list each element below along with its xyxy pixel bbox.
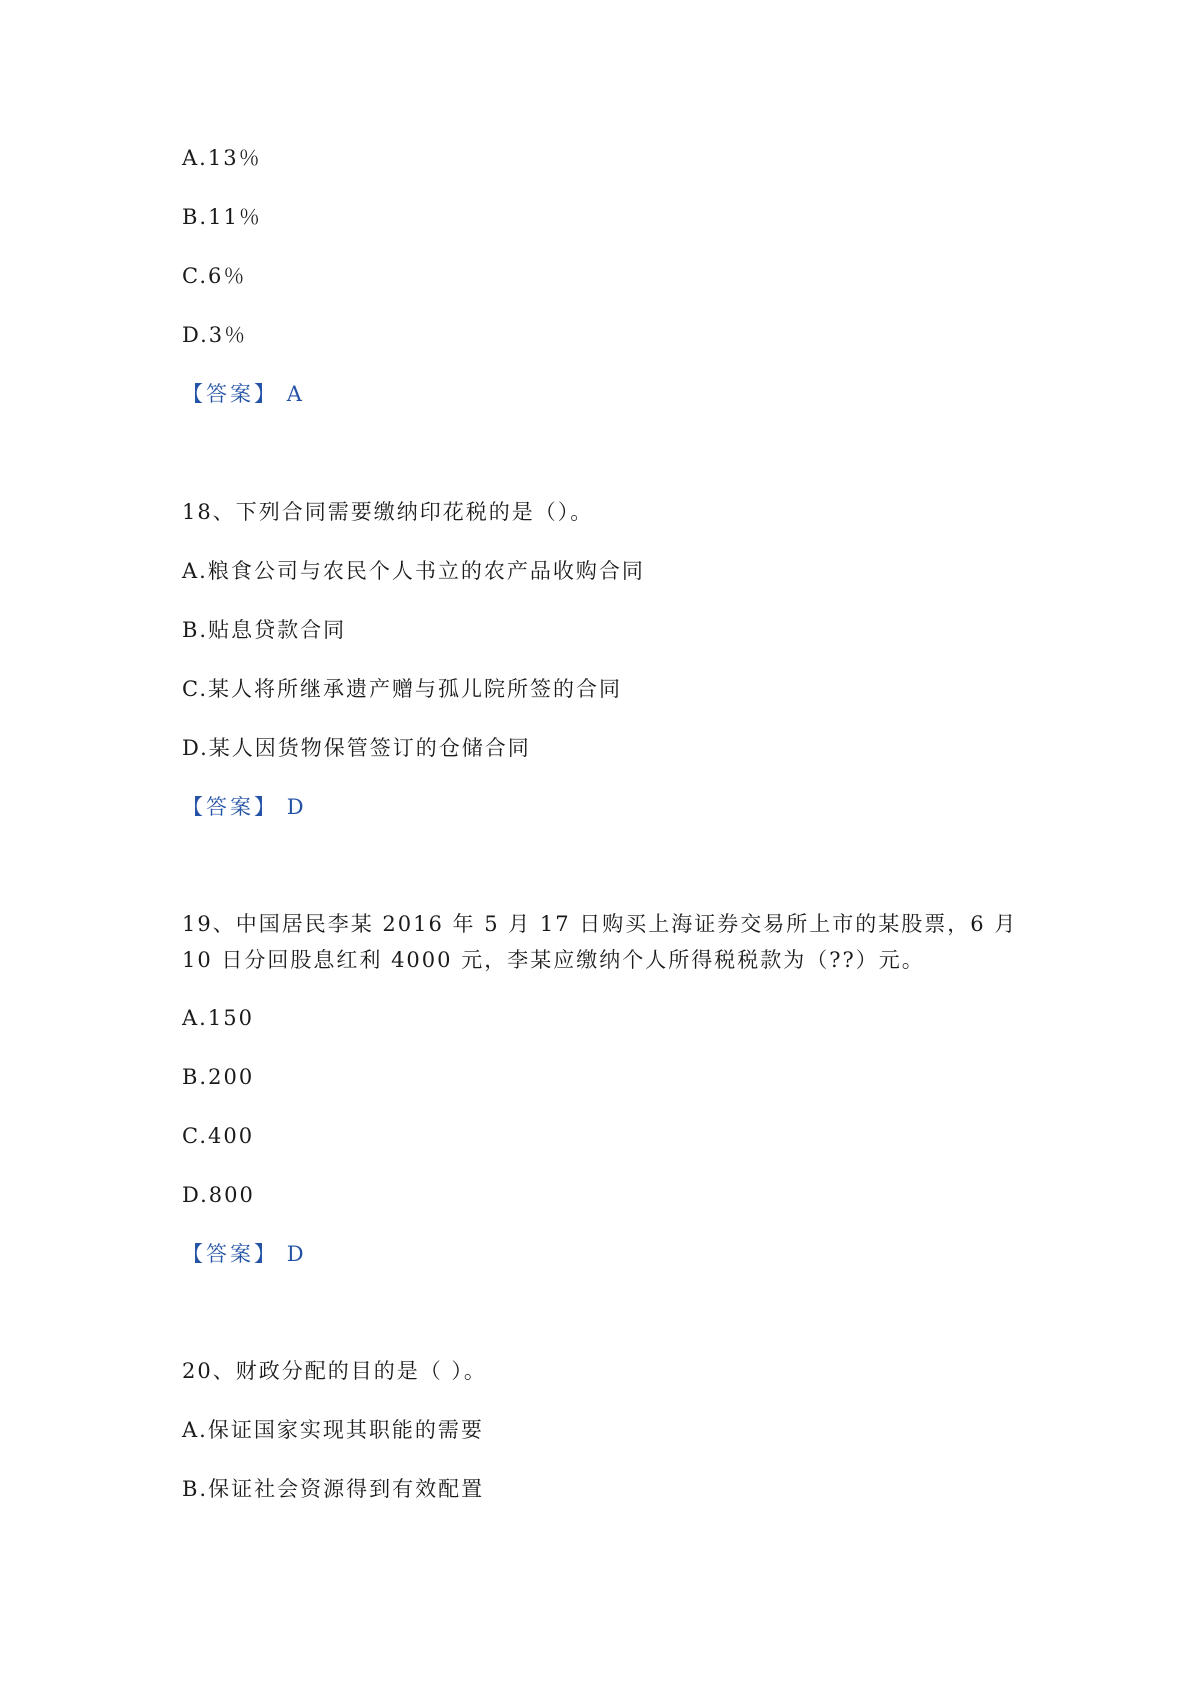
q18-answer [182,793,306,821]
q19-question-line2: 10 日分回股息红利 4000 元，李某应缴纳个人所得税税款为（??）元。 [182,948,925,972]
q19-question-line1: 19、中国居民李某 2016 年 5 月 17 日购买上海证券交易所上市的某股票，6 月 [182,912,1018,936]
q20-option-b: B.保证社会资源得到有效配置 [182,1477,485,1501]
q18-option-b: B.贴息贷款合同 [182,618,347,642]
q19-option-d: D.800 [182,1183,255,1207]
q17-answer [182,380,304,408]
q19-answer [182,1240,306,1268]
q17-option-c: C.6％ [182,264,247,288]
q19-option-b: B.200 [182,1065,255,1089]
q19-option-c: C.400 [182,1124,255,1148]
q17-option-d: D.3％ [182,323,248,347]
q18-answer-label: 【答案】 [182,795,278,819]
q18-option-a: A.粮食公司与农民个人书立的农产品收购合同 [182,559,645,583]
q18-option-c: C.某人将所继承遗产赠与孤儿院所签的合同 [182,677,622,701]
q17-option-b: B.11％ [182,205,262,229]
q18-option-d: D.某人因货物保管签订的仓储合同 [182,736,531,760]
q18-question: 18、下列合同需要缴纳印花税的是（）。 [182,500,594,524]
q17-answer-value: A [286,382,304,406]
q17-option-a: A.13％ [182,146,262,170]
q19-answer-label: 【答案】 [182,1242,278,1266]
q20-question: 20、财政分配的目的是（ ）。 [182,1359,487,1383]
q19-answer-value: D [286,1242,306,1266]
q19-option-a: A.150 [182,1006,254,1030]
q18-answer-value: D [286,795,306,819]
q20-option-a: A.保证国家实现其职能的需要 [182,1418,484,1442]
q17-answer-label: 【答案】 [182,382,278,406]
